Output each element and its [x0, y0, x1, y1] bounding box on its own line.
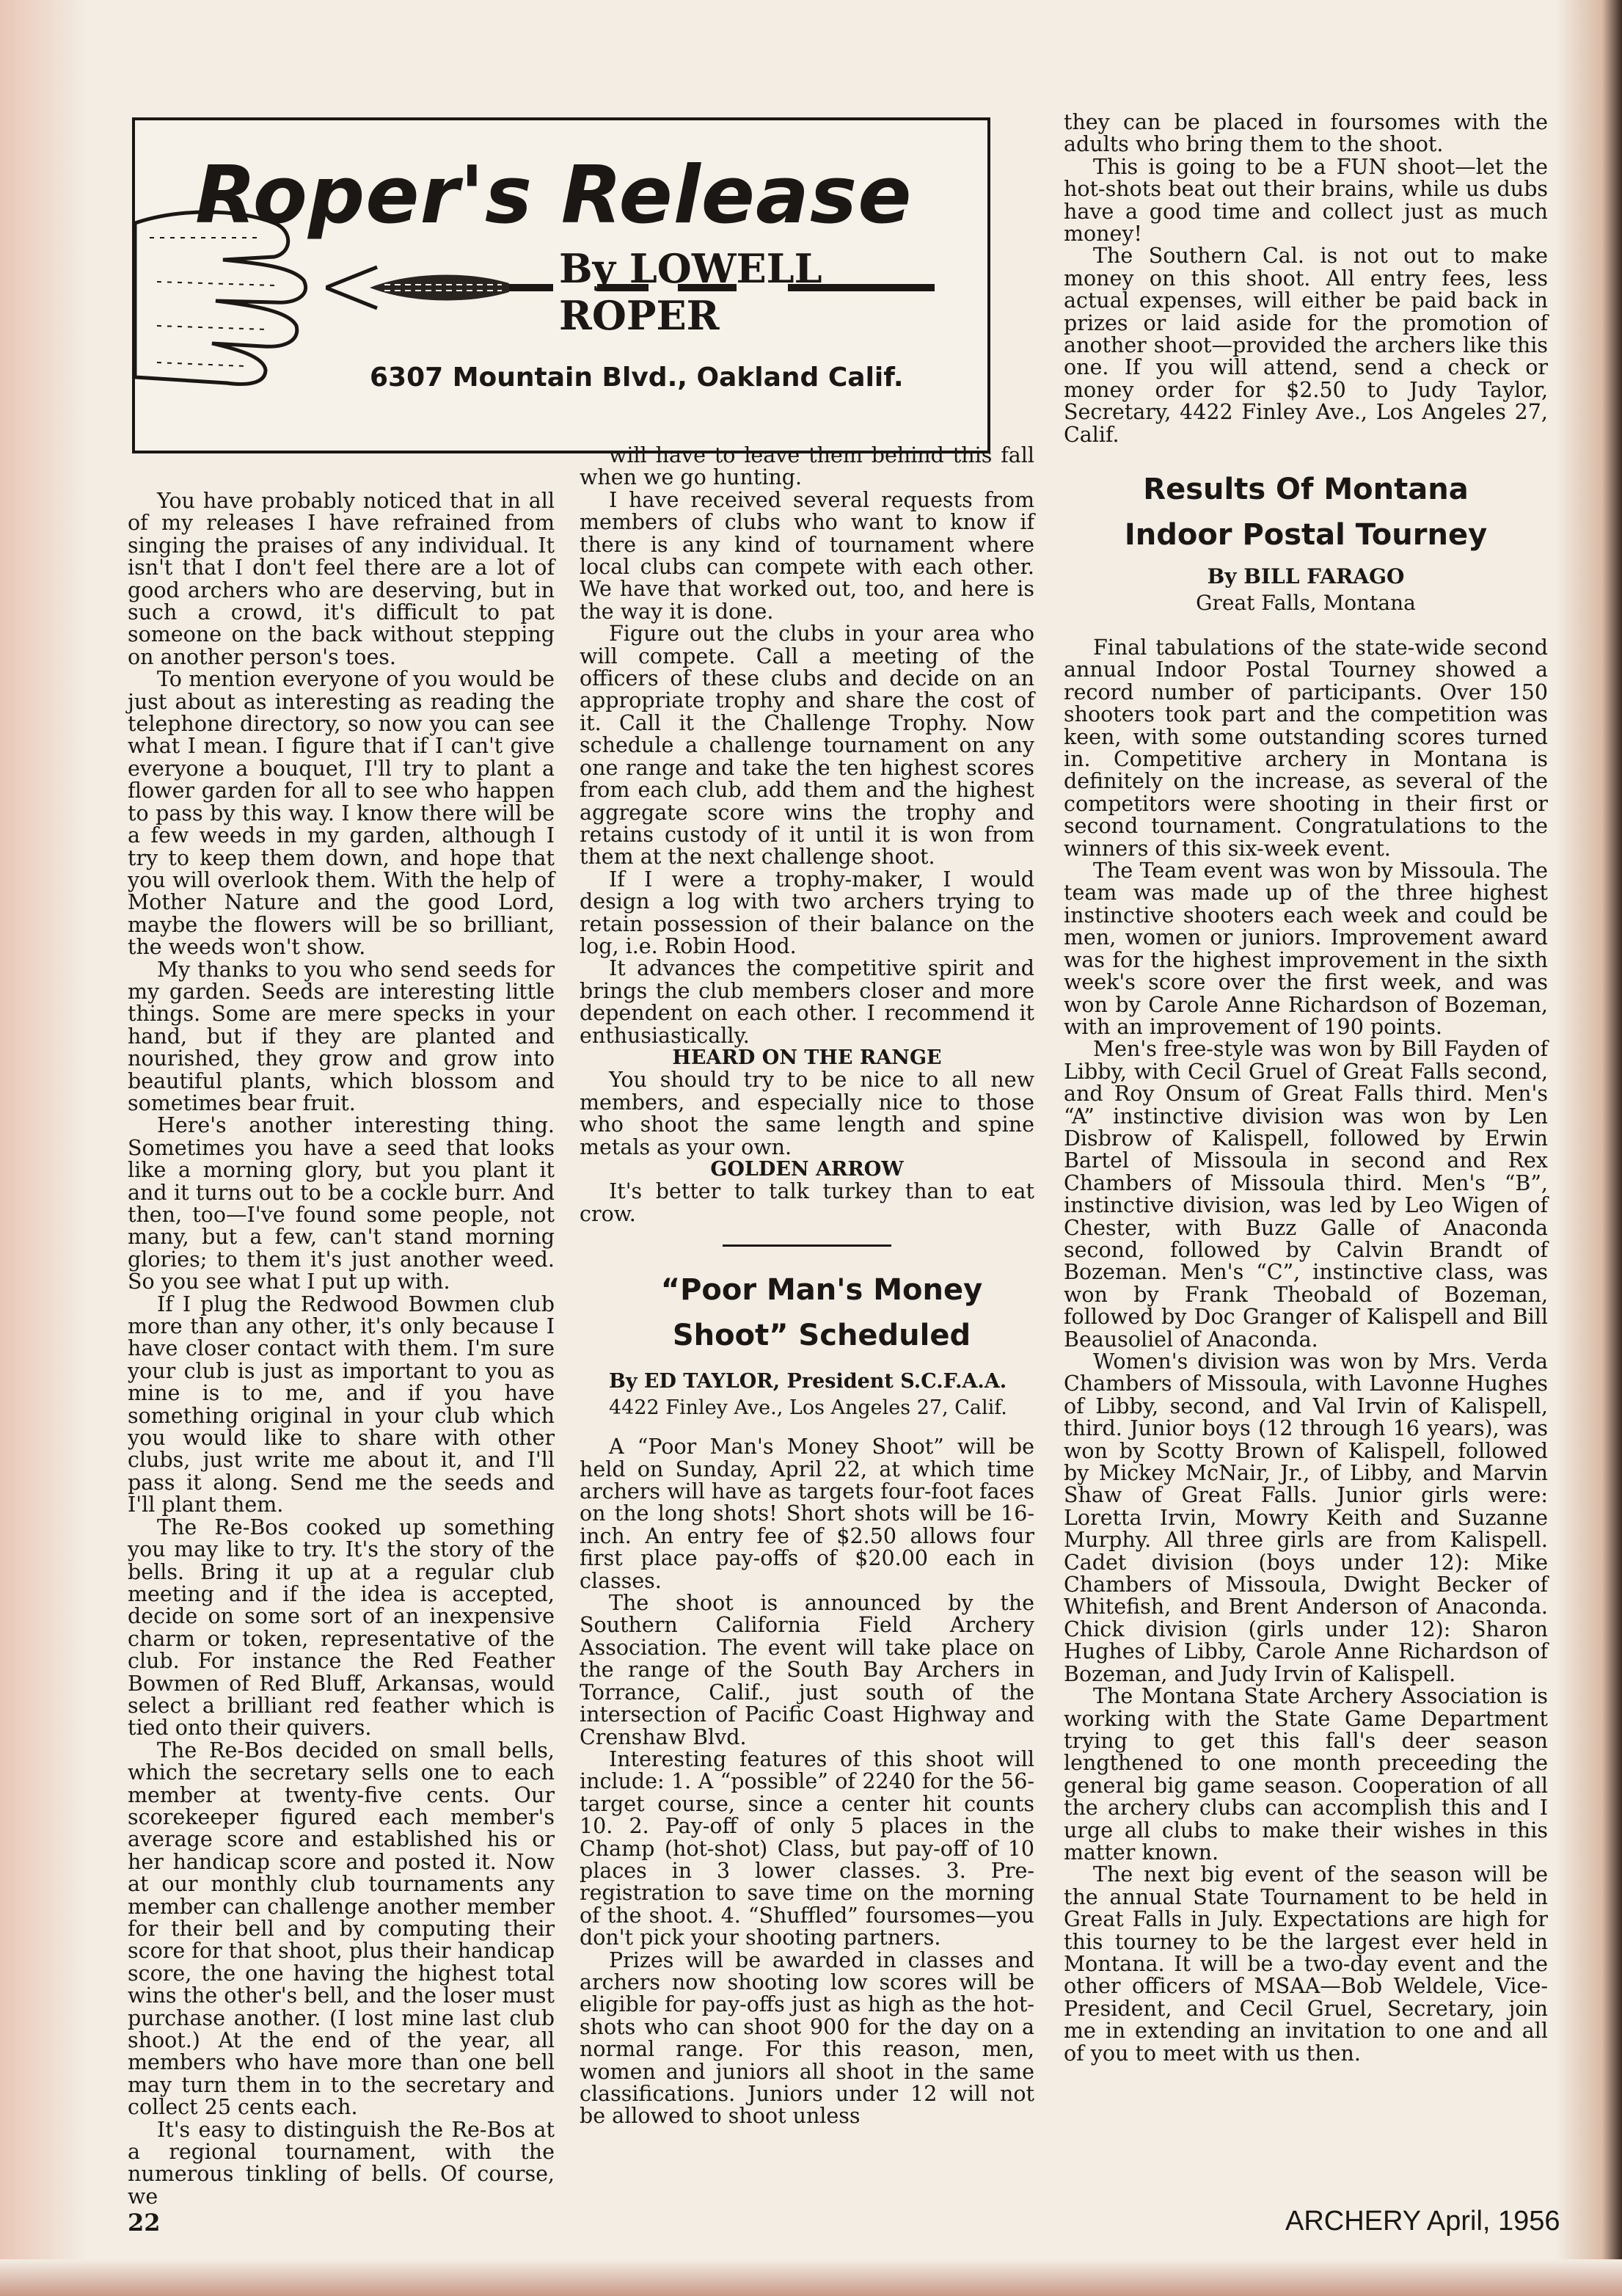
article-byline: By ED TAYLOR, President S.C.F.A.A.	[609, 1370, 1007, 1393]
article-title-line-1: “Poor Man's Money	[660, 1273, 983, 1308]
paragraph: they can be placed in foursomes with the adults who bring them to the shoot.	[1064, 110, 1548, 157]
paragraph: Final tabulations of the state-wide second annual Indoor Postal Tourney showed a record number of participants. Over 150 shooters took part and the competition was keen, with some outstanding scores turned in. Competitive archery in Montana is definitely on the increase, as several of the competitors were shooting in their first or second tournament. Congratulations to the winners of this six-week event.	[1064, 635, 1548, 861]
paragraph: The Team event was won by Missoula. The team was made up of the three highest instinctive shooters each week and could be men, women or juniors. Improvement award was for the highest improvement in the sixth week's score over the first week, and was won by Carole Anne Richardson of Bozeman, with an improvement of 190 points.	[1064, 859, 1548, 1039]
paragraph: The shoot is announced by the Southern California Field Archery Association. The event will take place on the range of the South Bay Archers in Torrance, Calif., just south of the intersection of Pacific Coast Highway and Crenshaw Blvd.	[580, 1591, 1034, 1749]
paragraph: Here's another interesting thing. Sometimes you have a seed that looks like a morning glory, but you plant it and it turns out to be a cockle burr. And then, too—I've found some people, not many, but a few, can't stand morning glories; to them it's just another weed. So you see what I put up with.	[128, 1113, 555, 1294]
paragraph: The next big event of the season will be the annual State Tournament to be held in Great Falls in July. Expectations are high for this tourney to be the largest ever held in Montana. It will be a two-day event and the other officers of MSAA—Bob Weldele, Vice-President, and Cecil Gruel, Secretary, join me in extending an invitation to one and all of you to meet with us then.	[1064, 1862, 1548, 2066]
paragraph: Interesting features of this shoot will include: 1. A “possible” of 2240 for the 56-target course, since a center hit counts 10. 2. Pay-off of only 5 places in the Champ (hot-shot) Class, but pay-off of 10 places in 3 lower classes. 3. Pre-registration to save time on the morning of the shoot. 4. “Shuffled” foursomes—you don't pick your shooting partners.	[580, 1746, 1034, 1950]
paragraph: It's better to talk turkey than to eat crow.	[580, 1179, 1034, 1226]
article3-header	[1064, 467, 1548, 616]
paragraph: It's easy to distinguish the Re-Bos at a regional tournament, with the numerous tinkling of bells. Of course, we	[128, 2117, 555, 2209]
column-1	[128, 490, 555, 2208]
article-location: Great Falls, Montana	[1196, 591, 1416, 615]
article-title-line-2: Indoor Postal Tourney	[1124, 518, 1488, 552]
paragraph: Prizes will be awarded in classes and archers now shooting low scores will be eligible for pay-offs just as high as the hot-shots who can shoot 900 for the day on a normal range. For this reason, men, women and juniors all shoot in the same classifications. Juniors under 12 will not be allowed to shoot unless	[580, 1947, 1034, 2129]
section-divider	[723, 1244, 891, 1247]
paragraph: To mention everyone of you would be just about as interesting as reading the telephone directory, so now you can see what I mean. I figure that if I can't give everyone a bouquet, I'll try to plant a flower garden for all to see who happen to pass by this way. I know there will be a few weeds in my garden, although I try to keep them down, and hope that you will overlook them. With the help of Mother Nature and the good Lord, maybe the flowers will be so brilliant, the weeds won't show.	[128, 667, 555, 960]
paragraph: A “Poor Man's Money Shoot” will be held on Sunday, April 22, at which time archers will have as targets four-foot faces on the long shots! Short shots will be 16-inch. An entry fee of $2.50 allows four first place pay-offs of $20.00 each in classes.	[580, 1435, 1034, 1593]
paragraph: Figure out the clubs in your area who will compete. Call a meeting of the officers of these clubs and decide on an appropriate trophy and share the cost of it. Call it the Challenge Trophy. Now schedule a challenge tournament on any one range and take the ten highest scores from each club, add them and the highest aggregate score wins the trophy and retains custody of it until it is won from them at the next challenge shoot.	[580, 622, 1034, 870]
column-header-box	[132, 117, 990, 453]
paragraph: The Re-Bos decided on small bells, which the secretary sells one to each member at twenty-five cents. Our scorekeeper figured each member's average score and established his or her handicap score and posted it. Now at our monthly club tournaments any member can challenge another member for their bell and by computing their score for that shoot, plus their handicap score, the one having the highest total wins the other's bell, and the loser must purchase another. (I lost mine last club shoot.) At the end of the year, all members who have more than one bell may turn them in to the secretary and collect 25 cents each.	[128, 1738, 555, 2120]
paragraph: The Re-Bos cooked up something you may like to try. It's the story of the bells. Bring it up at a regular club meeting and if the idea is accepted, decide on some sort of an inexpensive charm or token, representative of the club. For instance the Red Feather Bowmen of Red Bluff, Arkansas, would select a brilliant red feather which is tied onto their quivers.	[128, 1515, 555, 1741]
page-edge-shadow-left	[0, 0, 88, 2296]
column-address: 6307 Mountain Blvd., Oakland Calif.	[370, 362, 904, 393]
paragraph: I have received several requests from members of clubs who want to know if there is any kind of tournament where local clubs can compete with each other. We have that worked out, too, and here is the way it is done.	[580, 487, 1034, 624]
paragraph: This is going to be a FUN shoot—let the hot-shots beat out their brains, while us dubs have a good time and collect just as much money!	[1064, 154, 1548, 247]
column-2	[580, 445, 1034, 2128]
paragraph: You should try to be nice to all new members, and especially nice to those who shoot the same length and spine metals as your own.	[580, 1068, 1034, 1159]
paragraph: Women's division was won by Mrs. Verda Chambers of Missoula, with Lavonne Hughes of Libby, second, and Val Irvin of Kalispell, third. Junior boys (12 through 16 years), was won by Scotty Brown of Kalispell, followed by Mickey McNair, Jr., of Libby, and Marvin Shaw of Great Falls. Junior girls were: Loretta Irvin, Mowry Keith and Suzanne Murphy. All three girls are from Kalispell. Cadet division (boys under 12): Mike Chambers of Missoula, Dwight Becker of Whitefish, and Brent Anderson of Anaconda. Chick division (girls under 12): Sharon Hughes of Libby, Carole Anne Richardson of Bozeman, and Judy Irvin of Kalispell.	[1064, 1349, 1548, 1686]
paragraph: If I plug the Redwood Bowmen club more than any other, it's only because I have closer contact with them. I'm sure your club is just as important to you as mine is to me, and if you have something original in your club which you would like to share with other clubs, just write me about it, and I'll pass it along. Send me the seeds and I'll plant them.	[128, 1291, 555, 1517]
column-3	[1064, 637, 1548, 2065]
article-title-line-1: Results Of Montana	[1143, 473, 1469, 506]
article-title-line-2: Shoot” Scheduled	[672, 1319, 971, 1353]
paragraph: If I were a trophy-maker, I would design a log with two archers trying to retain possession of their balance on the log, i.e. Robin Hood.	[580, 867, 1034, 958]
paragraph: The Southern Cal. is not out to make money on this shoot. All entry fees, less actual expenses, will either be paid back in prizes or laid aside for the promotion of another shoot—provided the archers like this one. If you will attend, send a check or money order for $2.50 to Judy Taylor, Secretary, 4422 Finley Ave., Los Angeles 27, Calif.	[1064, 244, 1548, 447]
paragraph: Men's free-style was won by Bill Fayden of Libby, with Cecil Gruel of Great Falls second, and Roy Onsum of Great Falls third. Men's “A” instinctive division was won by Len Disbrow of Kalispell, followed by Erwin Bartel of Missoula in second and Rex Chambers of Missoula third. Men's “B”, instinctive division, was led by Leo Wigen of Chester, with Buzz Galle of Anaconda second, followed by Calvin Brandt of Bozeman. Men's “C”, instinctive class, was won by Frank Theobald of Bozeman, followed by Doc Granger of Kalispell and Bill Beausoliel of Anaconda.	[1064, 1037, 1548, 1352]
paragraph: will have to leave them behind this fall when we go hunting.	[580, 443, 1034, 490]
article-byline: By BILL FARAGO	[1207, 564, 1405, 588]
article-address: 4422 Finley Ave., Los Angeles 27, Calif.	[609, 1396, 1007, 1420]
page-number: 22	[128, 2209, 161, 2237]
magazine-footer: ARCHERY April, 1956	[1285, 2206, 1560, 2237]
column-title: Roper's Release	[195, 150, 913, 241]
page-edge-shadow-bottom	[0, 2259, 1622, 2296]
subhead-golden-arrow: GOLDEN ARROW	[710, 1158, 904, 1181]
paragraph: You have probably noticed that in all of my releases I have refrained from singing the praises of any individual. It isn't that I don't feel there are a lot of good archers who are deserving, but in such a crowd, it's difficult to pat someone on the back without stepping on another person's toes.	[128, 489, 555, 669]
subhead-heard-on-the-range: HEARD ON THE RANGE	[672, 1046, 942, 1069]
column-byline: By LOWELL ROPER	[559, 245, 822, 339]
paragraph: The Montana State Archery Association is working with the State Game Department trying to get this fall's deer season lengthened to one month preceeding the general big game season. Cooperation of all the archery clubs can accomplish this and I urge all clubs to make their wishes in this matter known.	[1064, 1684, 1548, 1865]
page-edge-shadow-right	[1556, 0, 1622, 2296]
paragraph: It advances the competitive spirit and brings the club members closer and more dependent on each other. I recommend it enthusiastically.	[580, 956, 1034, 1048]
paragraph: My thanks to you who send seeds for my garden. Seeds are interesting little things. Some are mere specks in your hand, but if they are planted and nourished, they grow and grow into beautiful plants, which blossom and sometimes bear fruit.	[128, 957, 555, 1115]
column-3-continuation	[1064, 112, 1548, 446]
